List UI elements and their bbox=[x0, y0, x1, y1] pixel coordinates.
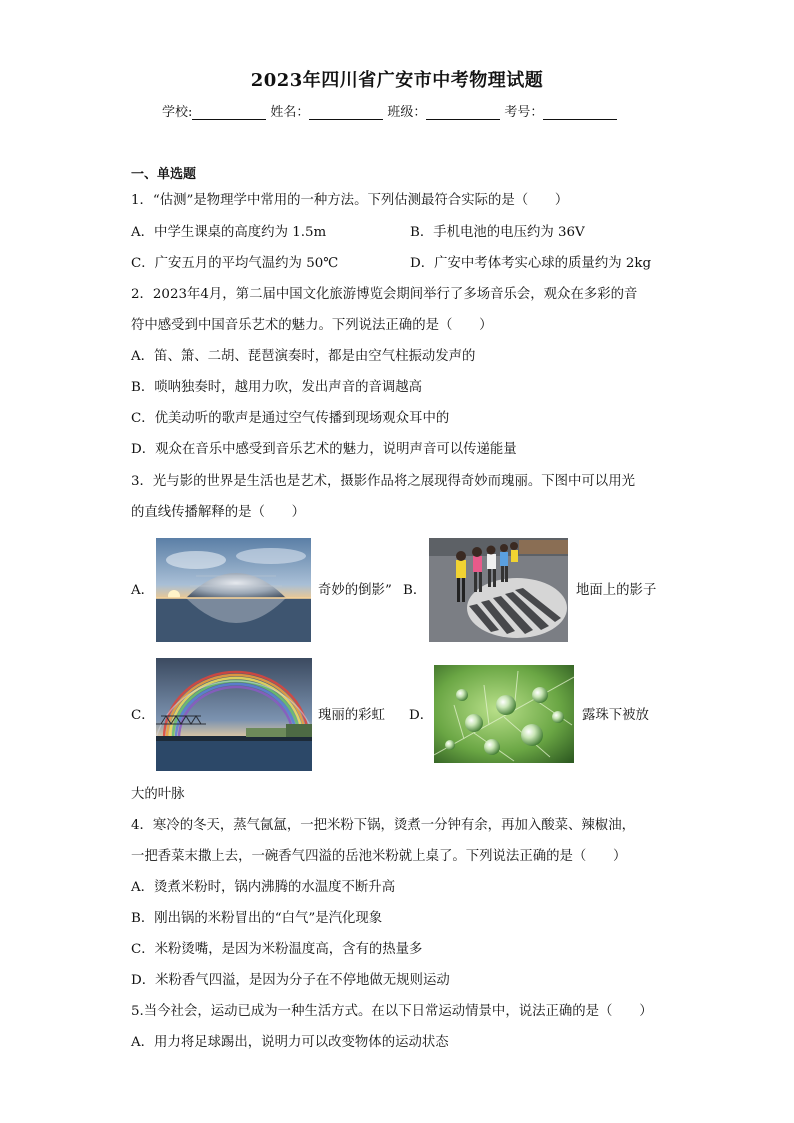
q3-option-b-label: B． bbox=[403, 583, 427, 598]
dew-leaf-photo bbox=[434, 665, 574, 763]
q3-option-b-caption: 地面上的影子 bbox=[576, 583, 657, 598]
q2-option-b: B．唢呐独奏时，越用力吹，发出声音的音调越高 bbox=[131, 380, 423, 395]
q5-option-a: A．用力将足球踢出，说明力可以改变物体的运动状态 bbox=[131, 1035, 449, 1050]
q3-option-d-label: D． bbox=[409, 708, 434, 723]
q3-option-a-label: A． bbox=[131, 583, 155, 598]
q2-stem-line2: 符中感受到中国音乐艺术的魅力。下列说法正确的是（ ） bbox=[131, 318, 493, 333]
q4-option-a: A．烫煮米粉时，锅内沸腾的水温度不断升高 bbox=[131, 880, 396, 895]
q3-option-c-caption: 瑰丽的彩虹 bbox=[318, 708, 385, 723]
exam-no-label: 考号： bbox=[504, 105, 544, 120]
q2-stem-line1: 2．2023年4月，第二届中国文化旅游博览会期间举行了多场音乐会，观众在多彩的音 bbox=[131, 287, 638, 302]
student-info-row bbox=[162, 101, 621, 120]
q1-option-d: D．广安中考体考实心球的质量约为 2kg bbox=[410, 256, 652, 271]
q4-option-c: C．米粉烫嘴，是因为米粉温度高，含有的热量多 bbox=[131, 942, 423, 957]
q3-stem-line1: 3．光与影的世界是生活也是艺术，摄影作品将之展现得奇妙而瑰丽。下图中可以用光 bbox=[131, 474, 635, 489]
q1-option-c: C．广安五月的平均气温约为 50℃ bbox=[131, 256, 339, 271]
q4-stem-line1: 4．寒冷的冬天，蒸气氤氲，一把米粉下锅，烫煮一分钟有余，再加入酸菜、辣椒油， bbox=[131, 818, 635, 833]
q3-stem-line2: 的直线传播解释的是（ ） bbox=[131, 505, 306, 520]
school-blank[interactable] bbox=[192, 105, 266, 120]
q4-stem-line2: 一把香菜末撒上去，一碗香气四溢的岳池米粉就上桌了。下列说法正确的是（ ） bbox=[131, 849, 627, 864]
ground-shadows-photo bbox=[429, 538, 568, 642]
q4-option-b: B．刚出锅的米粉冒出的“白气”是汽化现象 bbox=[131, 911, 383, 926]
q3-option-a-caption: 奇妙的倒影” bbox=[318, 583, 392, 598]
theatre-reflection-photo bbox=[156, 538, 311, 642]
q1-option-b: B．手机电池的电压约为 36V bbox=[410, 225, 585, 240]
page-title: 2023年四川省广安市中考物理试题 bbox=[250, 70, 544, 91]
class-blank[interactable] bbox=[426, 105, 500, 120]
q1-stem: 1．“估测”是物理学中常用的一种方法。下列估测最符合实际的是（ ） bbox=[131, 193, 569, 208]
rainbow-photo bbox=[156, 658, 312, 771]
q2-option-a: A．笛、箫、二胡、琵琶演奏时，都是由空气柱振动发声的 bbox=[131, 349, 476, 364]
q4-option-d: D．米粉香气四溢，是因为分子在不停地做无规则运动 bbox=[131, 973, 450, 988]
q3-option-d-caption-cont: 大的叶脉 bbox=[131, 787, 185, 802]
q2-option-d: D．观众在音乐中感受到音乐艺术的魅力，说明声音可以传递能量 bbox=[131, 442, 517, 457]
q3-option-c-label: C． bbox=[131, 708, 155, 723]
exam-no-blank[interactable] bbox=[543, 105, 617, 120]
section-heading: 一、单选题 bbox=[131, 167, 197, 182]
q1-option-a: A．中学生课桌的高度约为 1.5m bbox=[131, 225, 327, 240]
class-label: 班级： bbox=[387, 105, 427, 120]
q5-stem: 5.当今社会，运动已成为一种生活方式。在以下日常运动情景中，说法正确的是（ ） bbox=[131, 1004, 653, 1019]
q2-option-c: C．优美动听的歌声是通过空气传播到现场观众耳中的 bbox=[131, 411, 450, 426]
q3-option-d-caption: 露珠下被放 bbox=[582, 708, 649, 723]
name-label: 姓名： bbox=[270, 105, 310, 120]
name-blank[interactable] bbox=[309, 105, 383, 120]
school-label: 学校: bbox=[162, 105, 193, 120]
